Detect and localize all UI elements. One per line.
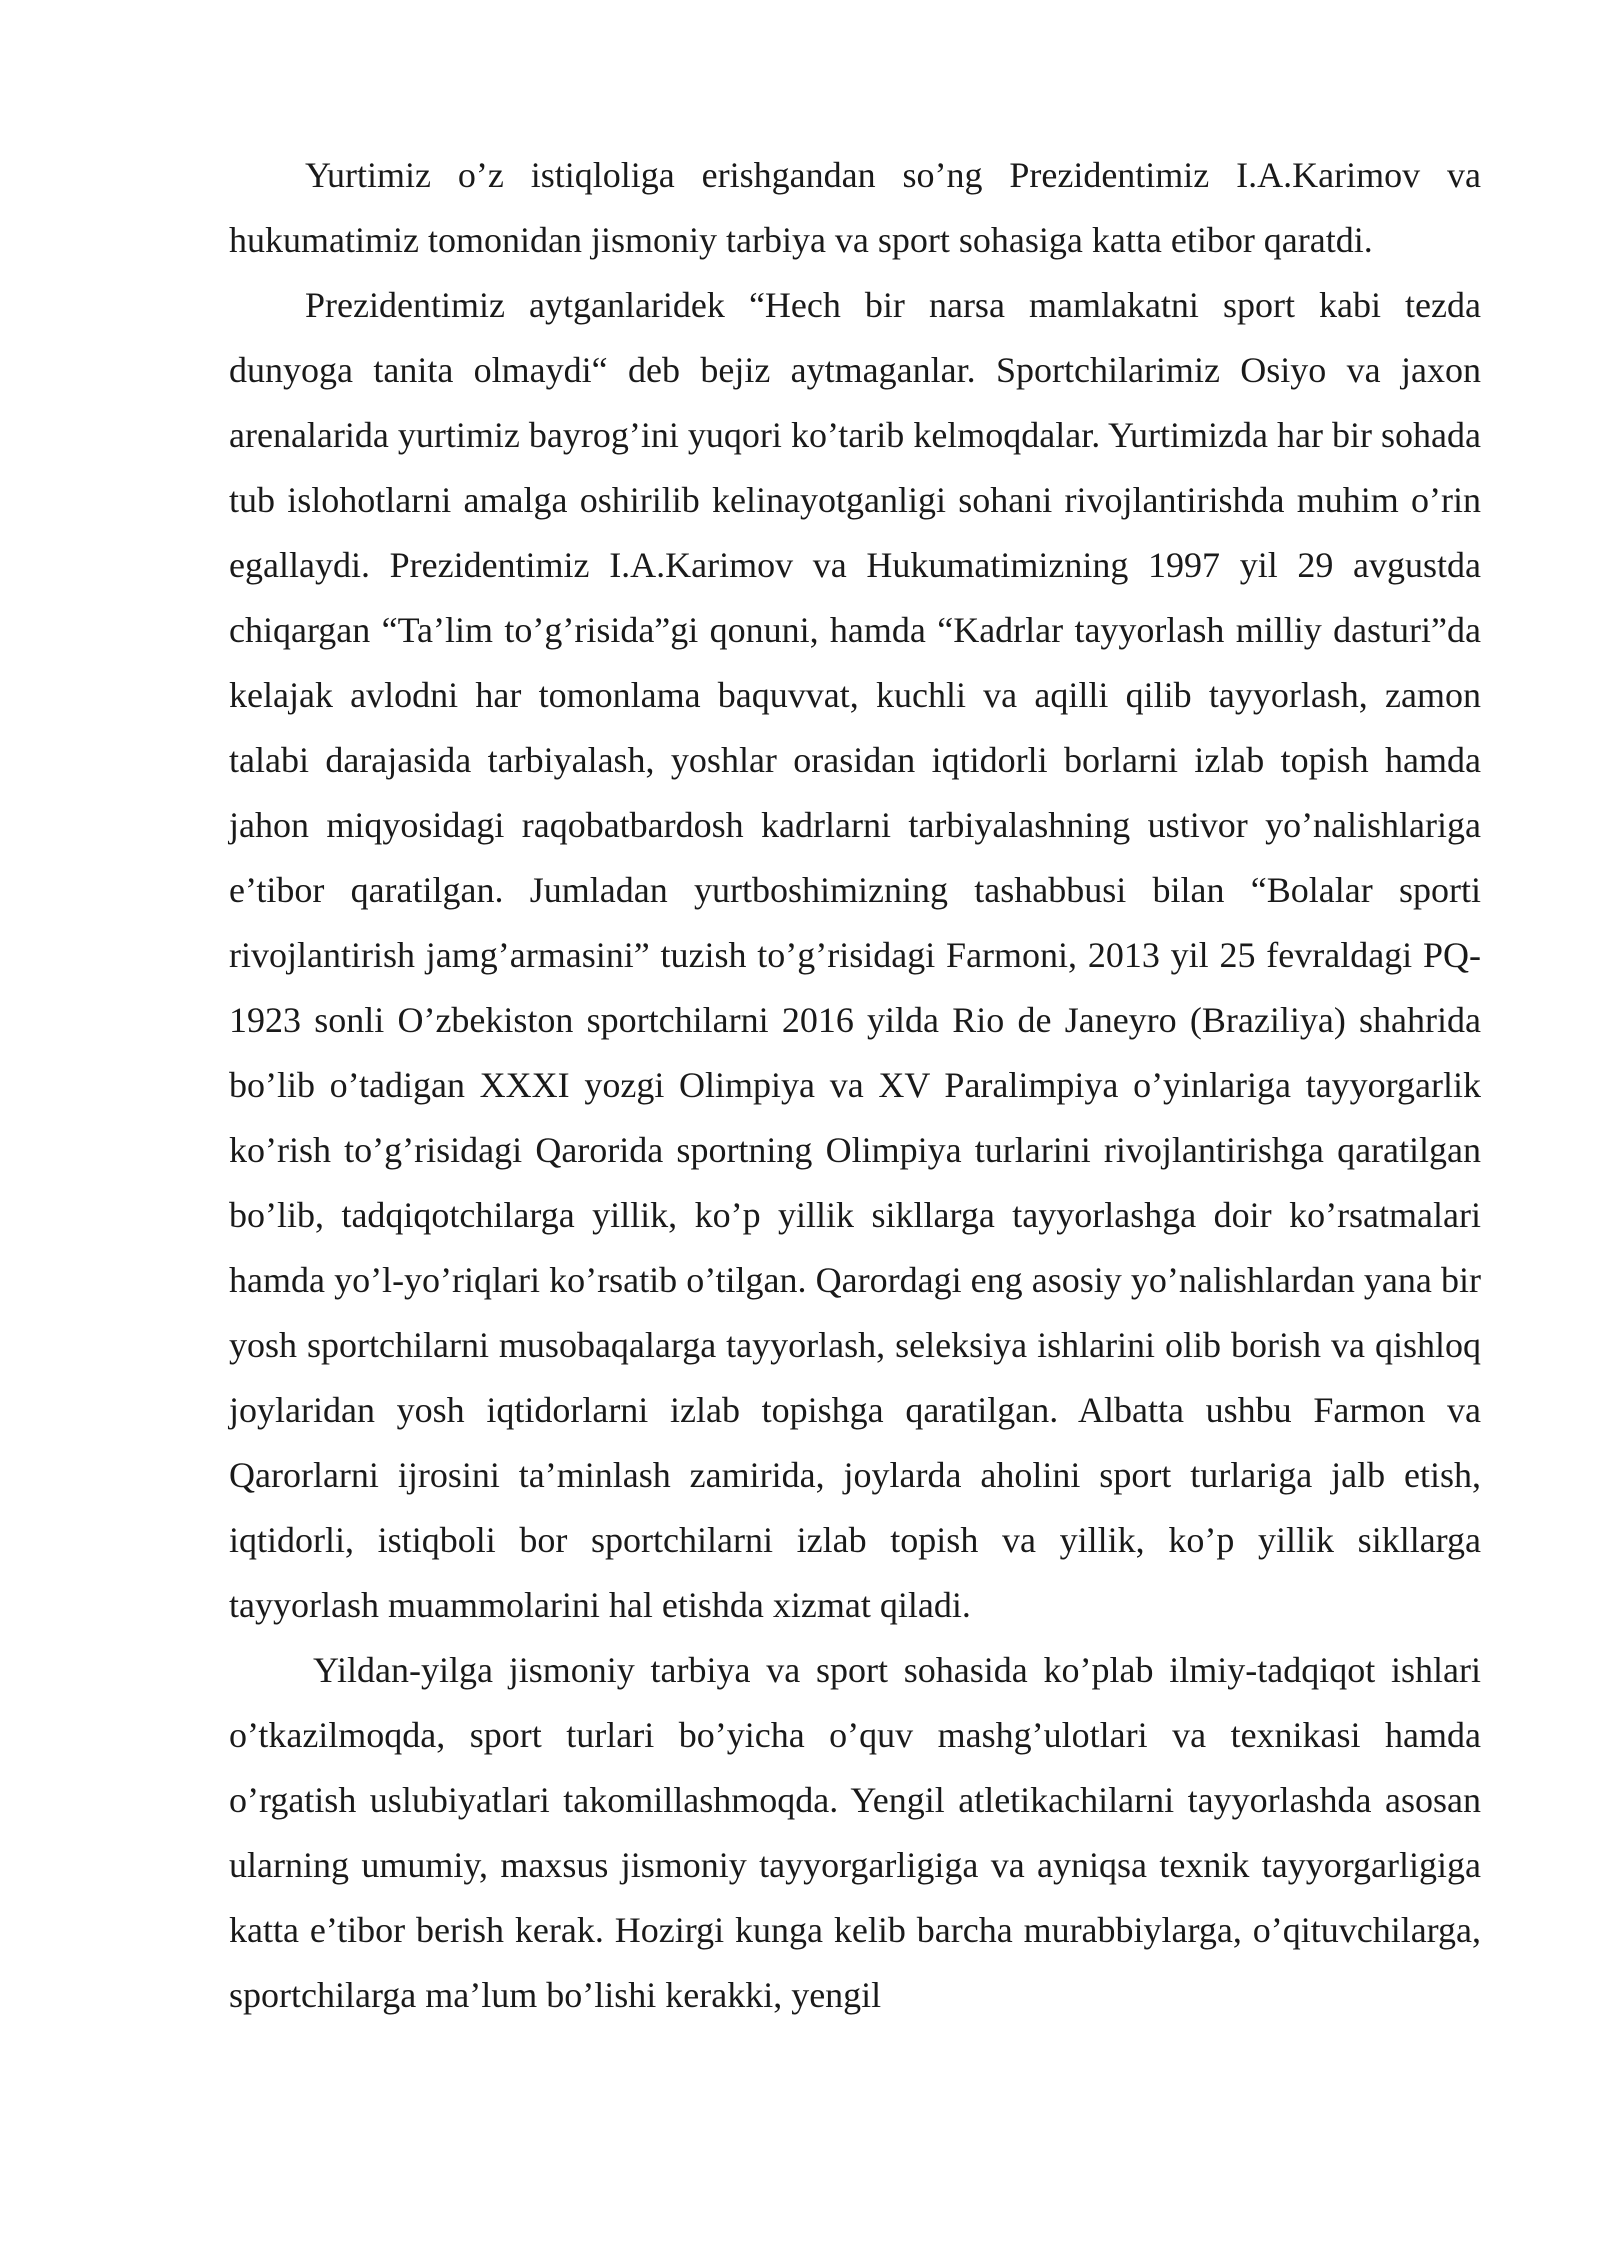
- paragraph-independence: Yurtimiz o’z istiqloliga erishgandan so’ng Prezidentimiz I.A.Karimov va hukumatimiz tomonidan jismoniy tarbiya va sport sohasiga katta etibor qaratdi.: [229, 155, 1481, 260]
- paragraph-presidential-decrees: Prezidentimiz aytganlaridek “Hech bir narsa mamlakatni sport kabi tezda dunyoga tanita olmaydi“ deb bejiz aytmaganlar. Sportchilarimiz Osiyo va jaxon arenalarida yurtimiz bayrog’ini yuqori ko’tarib kelmoqdalar. Yurtimizda har bir sohada tub islohotlarni amalga oshirilib kelinayotganligi sohani rivojlantirishda muhim o’rin egallaydi. Prezidentimiz I.A.Karimov va Hukumatimizning 1997 yil 29 avgustda chiqargan “Ta’lim to’g’risida”gi qonuni, hamda “Kadrlar tayyorlash milliy dasturi”da kelajak avlodni har tomonlama baquvvat, kuchli va aqilli qilib tayyorlash, zamon talabi darajasida tarbiyalash, yoshlar orasidan iqtidorli borlarni izlab topish hamda jahon miqyosidagi raqobatbardosh kadrlarni tarbiyalashning ustivor yo’nalishlariga e’tibor qaratilgan. Jumladan yurtboshimizning tashabbusi bilan “Bolalar sporti rivojlantirish jamg’armasini” tuzish to’g’risidagi Farmoni, 2013 yil 25 fevraldagi PQ-1923 sonli O’zbekiston sportchilarni 2016 yilda Rio de Janeyro (Braziliya) shahrida bo’lib o’tadigan XXXI yozgi Olimpiya va XV Paralimpiya o’yinlariga tayyorgarlik ko’rish to’g’risidagi Qarorida sportning Olimpiya turlarini rivojlantirishga qaratilgan bo’lib, tadqiqotchilarga yillik, ko’p yillik sikllarga tayyorlashga doir ko’rsatmalari hamda yo’l-yo’riqlari ko’rsatib o’tilgan. Qarordagi eng asosiy yo’nalishlardan yana bir yosh sportchilarni musobaqalarga tayyorlash, seleksiya ishlarini olib borish va qishloq joylaridan yosh iqtidorlarni izlab topishga qaratilgan. Albatta ushbu Farmon va Qarorlarni ijrosini ta’minlash zamirida, joylarda aholini sport turlariga jalb etish, iqtidorli, istiqboli bor sportchilarni izlab topish va yillik, ko’p yillik sikllarga tayyorlash muammolarini hal etishda xizmat qiladi.: [229, 285, 1481, 1625]
- paragraph-athletics-training: Yildan-yilga jismoniy tarbiya va sport sohasida ko’plab ilmiy-tadqiqot ishlari o’tkazilmoqda, sport turlari bo’yicha o’quv mashg’ulotlari va texnikasi hamda o’rgatish uslubiyatlari takomillashmoqda. Yengil atletikachilarni tayyorlashda asosan ularning umumiy, maxsus jismoniy tayyorgarligiga va ayniqsa texnik tayyorgarligiga katta e’tibor berish kerak. Hozirgi kunga kelib barcha murabbiylarga, o’qituvchilarga, sportchilarga ma’lum bo’lishi kerakki, yengil: [229, 1650, 1481, 2015]
- document-body: [229, 143, 1481, 2028]
